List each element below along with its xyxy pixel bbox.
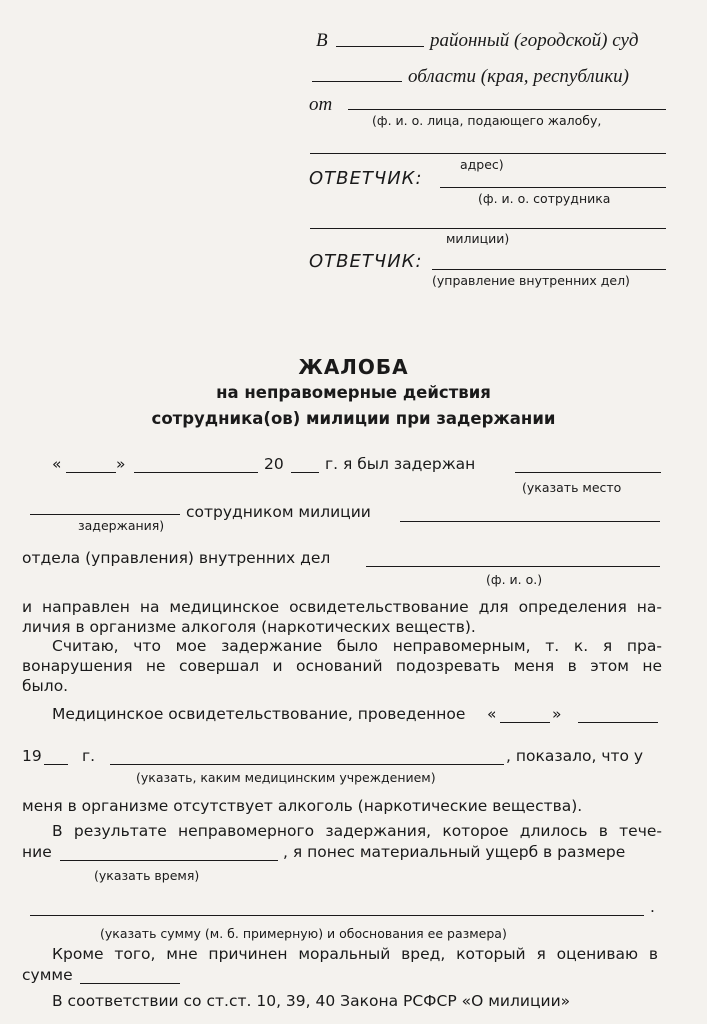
institution-blank-line	[110, 764, 504, 765]
year2-prefix: 19	[22, 747, 42, 765]
document-title: ЖАЛОБА	[298, 355, 409, 379]
respondent-label-1: ОТВЕТЧИК:	[309, 168, 423, 189]
day-blank-line	[66, 472, 116, 473]
year2-blank-line	[44, 764, 68, 765]
p2-line1: Считаю, что мое задержание было неправомерным, т. к. я пра-	[52, 637, 662, 655]
document-subtitle-1: на неправомерные действия	[216, 383, 491, 402]
detention-caption: задержания)	[78, 518, 165, 533]
from-blank-line	[348, 109, 666, 110]
address-caption: адрес)	[460, 157, 504, 172]
p5-line1: В результате неправомерного задержания, которое длилось в тече-	[52, 822, 662, 840]
p6-line1: Кроме того, мне причинен моральный вред, который я оцениваю в	[52, 945, 658, 963]
employee-text: сотрудником милиции	[186, 503, 371, 521]
respondent-blank-line-1b	[310, 228, 666, 229]
day2-blank-line	[500, 722, 550, 723]
respondent-caption-1b: милиции)	[446, 231, 510, 246]
p6-prefix: сумме	[22, 966, 73, 984]
quote-open-2: «	[487, 705, 497, 723]
quote-open: «	[52, 455, 62, 473]
sum-blank-line	[30, 915, 644, 916]
court-prefix: В	[316, 30, 328, 51]
respondent-caption-1a: (ф. и. о. сотрудника	[478, 191, 611, 206]
p7-line1: В соответствии со ст.ст. 10, 39, 40 Закона РСФСР «О милиции»	[52, 992, 571, 1010]
p2-line3: было.	[22, 677, 69, 695]
time-blank-line	[60, 860, 278, 861]
quote-close: »	[116, 455, 126, 473]
region-blank-line	[312, 81, 402, 82]
p5-suffix: , я понес материальный ущерб в размере	[283, 843, 626, 861]
department-text: отдела (управления) внутренних дел	[22, 549, 331, 567]
from-label: от	[309, 94, 333, 115]
respondent-label-2: ОТВЕТЧИК:	[309, 251, 423, 272]
detention-blank-line	[30, 514, 180, 515]
month2-blank-line	[578, 722, 658, 723]
p1-line1: и направлен на медицинское освидетельствование для определения на-	[22, 598, 662, 616]
court-label: районный (городской) суд	[430, 30, 639, 51]
court-blank-line	[336, 46, 424, 47]
p4-line1: меня в организме отсутствует алкоголь (наркотические вещества).	[22, 797, 583, 815]
department-blank-line	[366, 566, 660, 567]
institution-caption: (указать, каким медицинским учреждением)	[136, 770, 436, 785]
place-blank-line	[515, 472, 661, 473]
respondent-blank-line-1	[440, 187, 666, 188]
p3-line1: Медицинское освидетельствование, проведенное	[52, 705, 466, 723]
p1-line2: личия в организме алкоголя (наркотических веществ).	[22, 618, 476, 636]
respondent-blank-line-2	[432, 269, 666, 270]
region-label: области (края, республики)	[408, 66, 629, 87]
respondent-caption-2: (управление внутренних дел)	[432, 273, 630, 288]
employee-blank-line	[400, 521, 660, 522]
sum-caption: (указать сумму (м. б. примерную) и обоснования ее размера)	[100, 926, 507, 941]
sum-period: .	[650, 898, 655, 916]
showed-text: , показало, что у	[506, 747, 644, 765]
quote-close-2: »	[552, 705, 562, 723]
address-blank-line	[310, 153, 666, 154]
year-prefix: 20	[264, 455, 284, 473]
year2-suffix: г.	[82, 747, 96, 765]
detained-text: г. я был задержан	[325, 455, 476, 473]
p2-line2: вонарушения не совершал и оснований подозревать меня в этом не	[22, 657, 662, 675]
place-caption: (указать место	[522, 480, 622, 495]
fio-caption: (ф. и. о.)	[486, 572, 543, 587]
moral-sum-blank-line	[80, 983, 180, 984]
document-subtitle-2: сотрудника(ов) милиции при задержании	[151, 409, 556, 428]
month-blank-line	[134, 472, 258, 473]
time-caption: (указать время)	[94, 868, 200, 883]
from-caption: (ф. и. о. лица, подающего жалобу,	[372, 113, 602, 128]
year-blank-line	[291, 472, 319, 473]
p5-prefix: ние	[22, 843, 52, 861]
